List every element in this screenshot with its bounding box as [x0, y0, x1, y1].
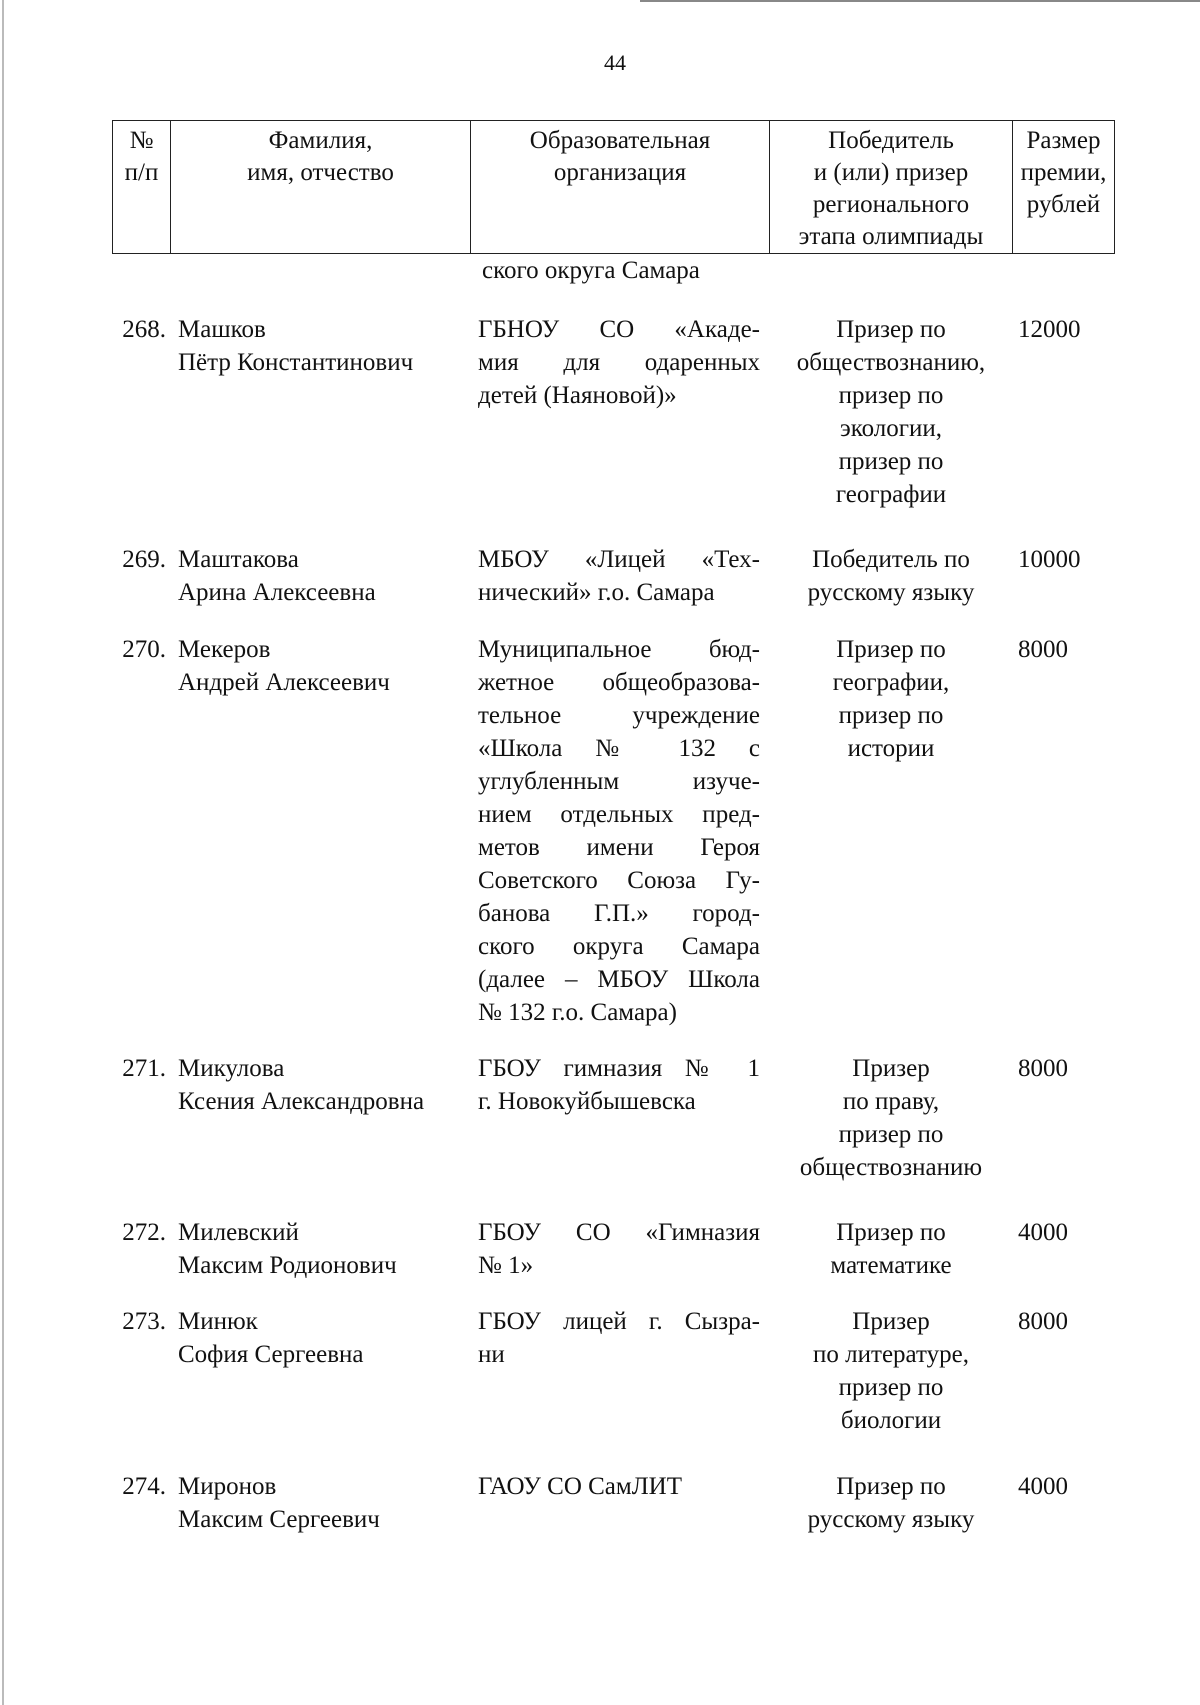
- person-name: Миронов Максим Сергеевич: [178, 1473, 380, 1533]
- person-name: Милевский Максим Родионович: [178, 1219, 397, 1279]
- prize-amount: 12000: [1018, 316, 1081, 343]
- person-name: Мекеров Андрей Алексеевич: [178, 636, 390, 696]
- award: Призер по литературе, призер по биологии: [813, 1308, 969, 1434]
- header-prize: Размер премии, рублей: [1013, 121, 1115, 254]
- table-header: [112, 120, 1115, 254]
- person-name: Минюк София Сергеевна: [178, 1308, 364, 1368]
- organization: Муниципальное бюд- жетное общеобразова- тельное учреждение «Школа № 132 с углубленным изуче- нием отдельных пред- метов имени Героя Советского Союза Гу- банова Г.П.» город- ского округа Самара (далее – МБОУ Школа № 132 г.о. Самара): [478, 636, 760, 1026]
- row-number: 268.: [122, 316, 166, 343]
- organization: ГБОУ гимназия № 1 г. Новокуйбышевска: [478, 1055, 760, 1115]
- organization: ГБНОУ СО «Акаде- мия для одаренных детей (Наяновой)»: [478, 316, 760, 409]
- header-name: Фамилия, имя, отчество: [171, 121, 471, 254]
- prize-amount: 10000: [1018, 546, 1081, 573]
- award: Призер по русскому языку: [807, 1473, 975, 1533]
- page-number: 44: [604, 50, 626, 75]
- scan-edge-line: [2, 0, 4, 1705]
- row-number: 272.: [122, 1219, 166, 1246]
- row-number: 269.: [122, 546, 166, 573]
- award: Призер по географии, призер по истории: [832, 636, 950, 762]
- row-number: 270.: [122, 636, 166, 663]
- organization: ГБОУ СО «Гимназия № 1»: [478, 1219, 760, 1279]
- header-num: № п/п: [113, 121, 171, 254]
- prize-amount: 4000: [1018, 1219, 1068, 1246]
- person-name: Машков Пётр Константинович: [178, 316, 414, 376]
- organization: ГАОУ СО СамЛИТ: [478, 1473, 682, 1500]
- prize-amount: 8000: [1018, 1308, 1068, 1335]
- prize-amount: 4000: [1018, 1473, 1068, 1500]
- person-name: Микулова Ксения Александровна: [178, 1055, 425, 1115]
- header-award: Победитель и (или) призер регионального этапа олимпиады: [770, 121, 1013, 254]
- award: Призер по обществознанию, призер по экологии, призер по географии: [796, 316, 986, 508]
- row-number: 274.: [122, 1473, 166, 1500]
- row-number: 271.: [122, 1055, 166, 1082]
- row-number: 273.: [122, 1308, 166, 1335]
- prize-amount: 8000: [1018, 636, 1068, 663]
- scan-top-line: [640, 0, 1200, 2]
- organization: ГБОУ лицей г. Сызра- ни: [478, 1308, 760, 1368]
- award: Призер по праву, призер по обществознанию: [799, 1055, 983, 1181]
- award: Победитель по русскому языку: [807, 546, 975, 606]
- person-name: Маштакова Арина Алексеевна: [178, 546, 376, 606]
- header-org: Образовательная организация: [471, 121, 770, 254]
- prize-amount: 8000: [1018, 1055, 1068, 1082]
- continuation-text: ского округа Самара: [482, 257, 700, 284]
- award: Призер по математике: [830, 1219, 952, 1279]
- organization: МБОУ «Лицей «Тех- нический» г.о. Самара: [478, 546, 760, 606]
